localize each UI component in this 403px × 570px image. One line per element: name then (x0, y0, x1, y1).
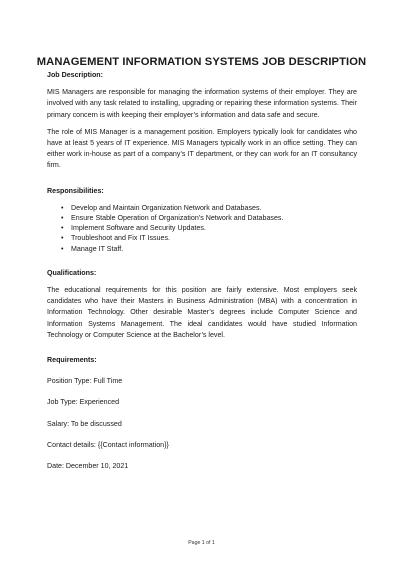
job-description-paragraph-1: MIS Managers are responsible for managing the information systems of their employer. They are involved with any task related to installing, upgrading or repairing these information systems. Their primary concern is with keeping their employer’s information and data safe and secure. (47, 88, 357, 119)
document-body (47, 70, 357, 472)
list-item: • Develop and Maintain Organization Network and Databases. (61, 203, 357, 213)
job-description-paragraph-2: The role of MIS Manager is a management position. Employers typically look for candidates who have at least 5 years of IT experience. MIS Managers typically work in an office setting. They can either work in-house as part of a company’s IT department, or they can work for an IT consultancy firm. (47, 127, 357, 170)
list-item: • Manage IT Staff. (61, 244, 357, 254)
document-title: MANAGEMENT INFORMATION SYSTEMS JOB DESCRIPTION (36, 56, 367, 68)
list-item: • Implement Software and Security Updates. (61, 223, 357, 233)
document-date: Date: December 10, 2021 (47, 462, 129, 471)
contact-details: Contact details: {{Contact information}} (47, 440, 169, 449)
responsibilities-heading: Responsibilities: (47, 186, 104, 195)
requirements-heading: Requirements: (47, 356, 97, 365)
job-description-heading: Job Description: (47, 71, 103, 79)
list-item: • Ensure Stable Operation of Organization’s Network and Databases. (61, 213, 357, 223)
qualifications-heading: Qualifications: (47, 268, 97, 277)
page-number: Page 1 of 1 (188, 540, 215, 546)
job-type: Job Type: Experienced (47, 398, 120, 407)
position-type: Position Type: Full Time (47, 377, 123, 386)
salary: Salary: To be discussed (47, 419, 122, 428)
qualifications-paragraph: The educational requirements for this position are fairly extensive. Most employers seek candidates who have their Masters in Business Administration (MBA) with a concentration in Information Technology. Other desirable Master’s degrees include Computer Science and Information Systems Management. The ideal candidates would have studied Information Technology or Computer Science at the Bachelor’s level. (47, 286, 357, 339)
list-item: • Troubleshoot and Fix IT Issues. (61, 233, 357, 243)
responsibilities-list (47, 203, 357, 254)
